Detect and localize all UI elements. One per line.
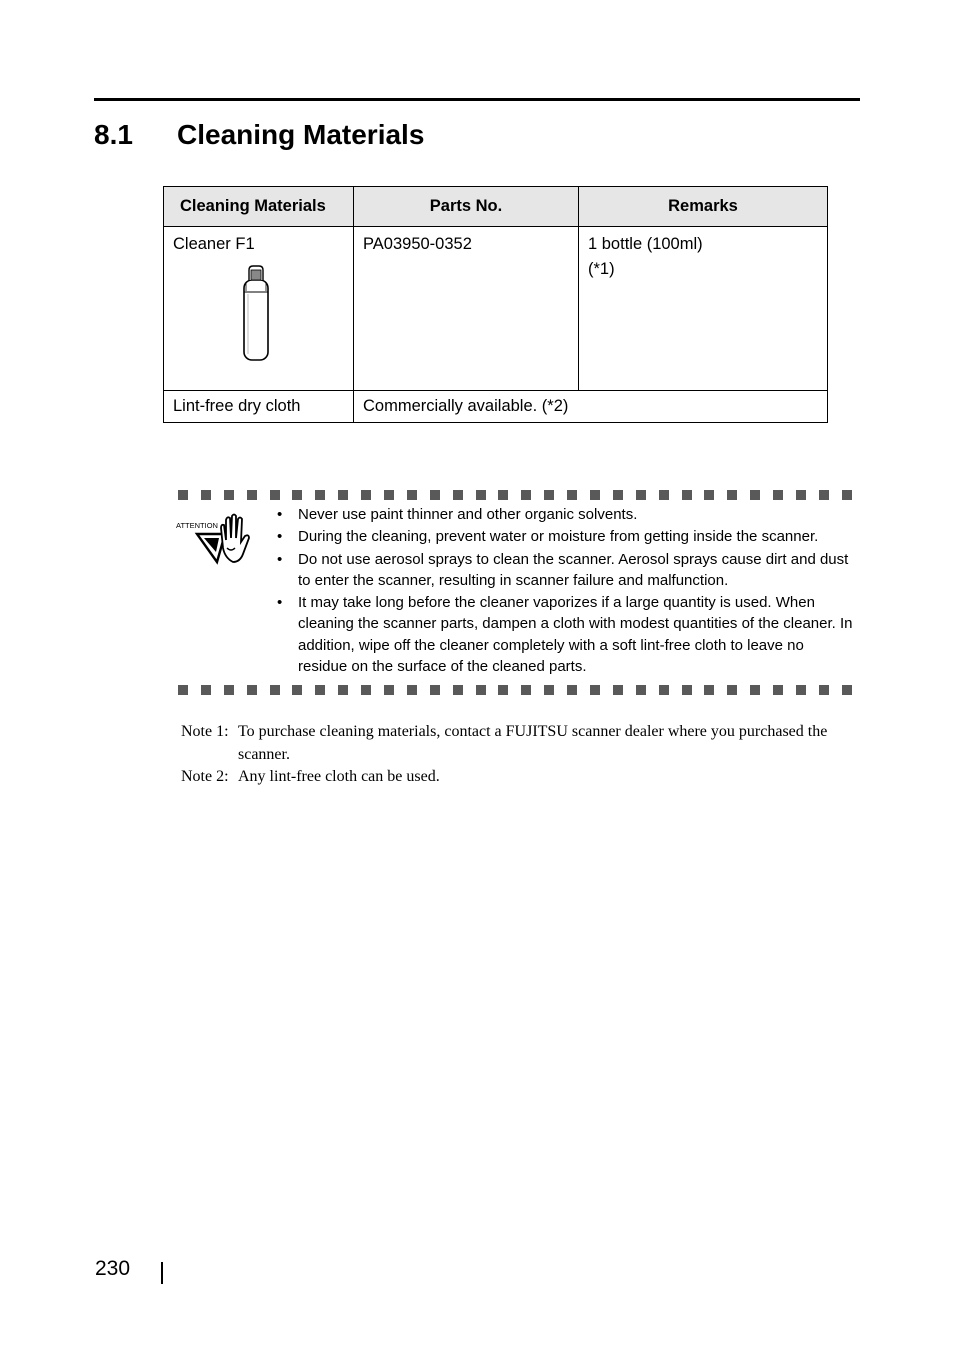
bullet: •	[277, 528, 283, 546]
cell-material	[164, 227, 354, 391]
material-name: Cleaner F1	[173, 235, 255, 253]
section-number: 8.1	[94, 119, 133, 150]
cell-parts-no: PA03950-0352	[354, 227, 579, 391]
remarks-line-2: (*1)	[588, 260, 615, 278]
cell-merged-parts-remarks: Commercially available. (*2)	[354, 391, 828, 423]
section-title: Cleaning Materials	[177, 119, 425, 150]
header-cleaning-materials: Cleaning Materials	[164, 187, 354, 227]
list-item	[277, 549, 857, 592]
table-row	[164, 227, 828, 391]
attention-bottom-border	[178, 685, 852, 695]
spray-bottle-icon	[240, 264, 272, 364]
section-heading	[94, 116, 424, 154]
attention-text: It may take long before the cleaner vaporizes if a large quantity is used. When cleaning the scanner parts, dampen a cloth with modest quantities of the cleaner. In addition, wipe off the cleaner completely with a soft lint-free cloth to leave no residue on the surface of the cleaned parts.	[298, 594, 853, 676]
cleaning-materials-table	[163, 186, 828, 423]
list-item	[277, 592, 857, 677]
note-2	[181, 766, 861, 789]
attention-text: During the cleaning, prevent water or moisture from getting inside the scanner.	[298, 528, 819, 546]
list-item	[277, 504, 857, 525]
table-header-row	[164, 187, 828, 227]
page-number: 230	[95, 1257, 131, 1280]
note-text: To purchase cleaning materials, contact a FUJITSU scanner dealer where you purchased the scanner.	[238, 723, 828, 763]
note-1	[181, 721, 861, 766]
attention-text: Do not use aerosol sprays to clean the scanner. Aerosol sprays cause dirt and dust to enter the scanner, resulting in scanner failure and malfunction.	[298, 550, 849, 589]
attention-label: ATTENTION	[176, 521, 218, 530]
list-item	[277, 526, 857, 547]
page-number-divider	[161, 1262, 163, 1284]
cell-remarks	[579, 227, 828, 391]
cell-material: Lint-free dry cloth	[164, 391, 354, 423]
attention-text: Never use paint thinner and other organic solvents.	[298, 506, 638, 523]
remarks-line-1: 1 bottle (100ml)	[588, 235, 703, 253]
attention-top-border	[178, 490, 852, 500]
attention-list	[277, 504, 857, 678]
table-row	[164, 391, 828, 423]
notes-section	[181, 721, 861, 789]
bullet: •	[277, 594, 283, 612]
bullet: •	[277, 550, 283, 568]
note-label: Note 1:	[181, 723, 229, 740]
header-parts-no: Parts No.	[354, 187, 579, 227]
bullet: •	[277, 506, 283, 523]
note-label: Note 2:	[181, 768, 229, 785]
section-top-rule	[94, 98, 860, 101]
attention-hand-icon	[175, 512, 257, 568]
note-text: Any lint-free cloth can be used.	[238, 768, 440, 785]
header-remarks: Remarks	[579, 187, 828, 227]
